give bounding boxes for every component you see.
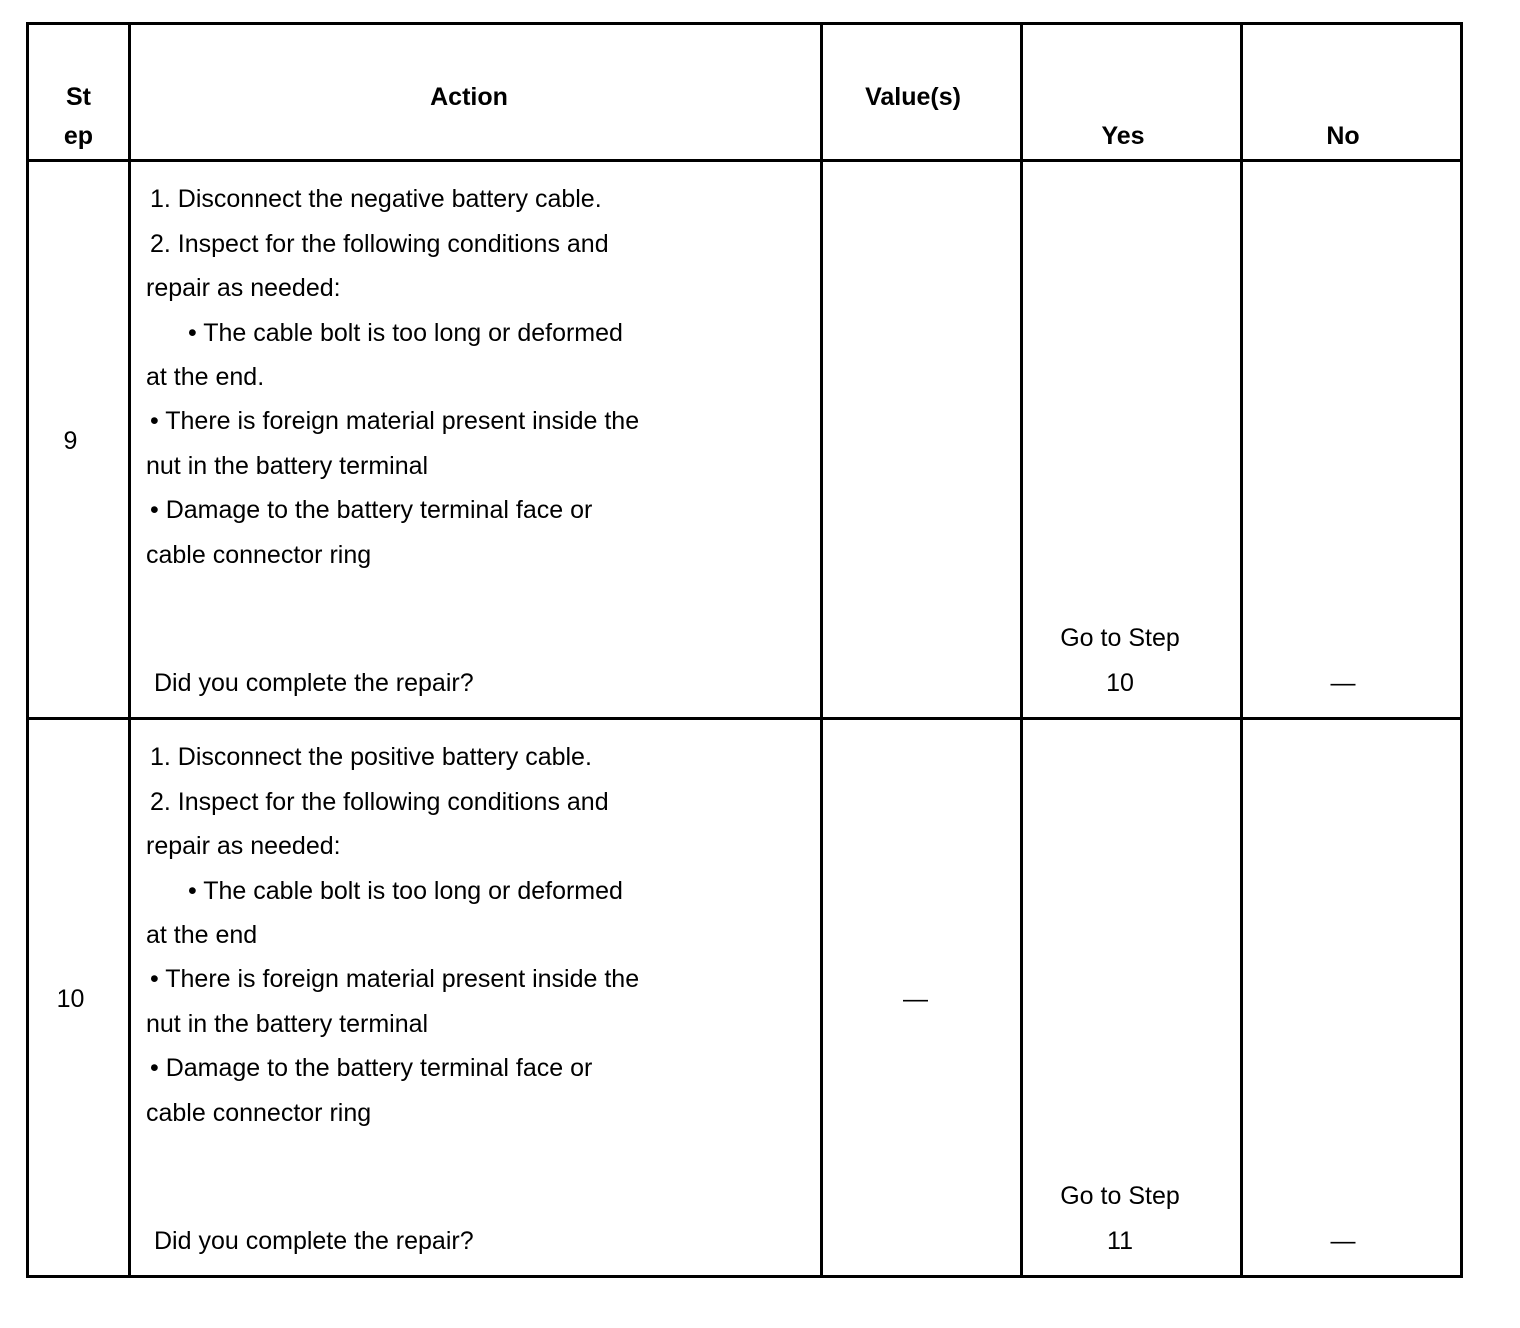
- repair-question: Did you complete the repair?: [154, 669, 474, 697]
- yes-goto-label: Go to Step: [1060, 624, 1180, 652]
- table-bottom-border: [26, 1275, 1463, 1278]
- action-line: cable connector ring: [146, 1099, 372, 1127]
- header-values: Value(s): [865, 83, 961, 111]
- action-line: • The cable bolt is too long or deformed: [188, 319, 623, 347]
- step-number: 10: [56, 985, 85, 1013]
- action-line: cable connector ring: [146, 541, 372, 569]
- header-yes: Yes: [1101, 122, 1145, 150]
- action-line: repair as needed:: [146, 274, 341, 302]
- header-step-line1: St: [66, 83, 91, 111]
- header-action: Action: [430, 83, 508, 111]
- header-bottom-border: [26, 159, 1463, 162]
- table-left-border: [26, 22, 29, 1278]
- column-divider-step: [128, 22, 131, 1278]
- repair-question: Did you complete the repair?: [154, 1227, 474, 1255]
- no-cell: —: [1330, 669, 1356, 697]
- action-line: 1. Disconnect the positive battery cable.: [150, 743, 592, 771]
- table-right-border: [1460, 22, 1463, 1278]
- action-line: repair as needed:: [146, 832, 341, 860]
- column-divider-yes: [1240, 22, 1243, 1278]
- header-step-line2: ep: [63, 122, 94, 150]
- step-number: 9: [63, 427, 78, 455]
- yes-goto-step: 10: [1106, 669, 1134, 697]
- header-no: No: [1326, 122, 1360, 150]
- action-line: • Damage to the battery terminal face or: [150, 1054, 593, 1082]
- row-divider: [26, 717, 1463, 720]
- action-line: • There is foreign material present inside the: [150, 965, 640, 993]
- action-line: at the end.: [146, 363, 265, 391]
- diagnostic-table: [26, 22, 1463, 1278]
- value-cell: —: [903, 985, 928, 1013]
- action-line: nut in the battery terminal: [146, 452, 429, 480]
- action-line: nut in the battery terminal: [146, 1010, 429, 1038]
- table-top-border: [26, 22, 1463, 25]
- yes-goto-step: 11: [1107, 1227, 1133, 1255]
- action-line: • Damage to the battery terminal face or: [150, 496, 593, 524]
- column-divider-action: [820, 22, 823, 1278]
- no-cell: —: [1330, 1227, 1356, 1255]
- action-line: • The cable bolt is too long or deformed: [188, 877, 623, 905]
- action-line: at the end: [146, 921, 258, 949]
- action-line: 2. Inspect for the following conditions and: [150, 230, 609, 258]
- action-line: 2. Inspect for the following conditions and: [150, 788, 609, 816]
- yes-goto-label: Go to Step: [1060, 1182, 1180, 1210]
- action-line: • There is foreign material present inside the: [150, 407, 640, 435]
- action-line: 1. Disconnect the negative battery cable.: [150, 185, 602, 213]
